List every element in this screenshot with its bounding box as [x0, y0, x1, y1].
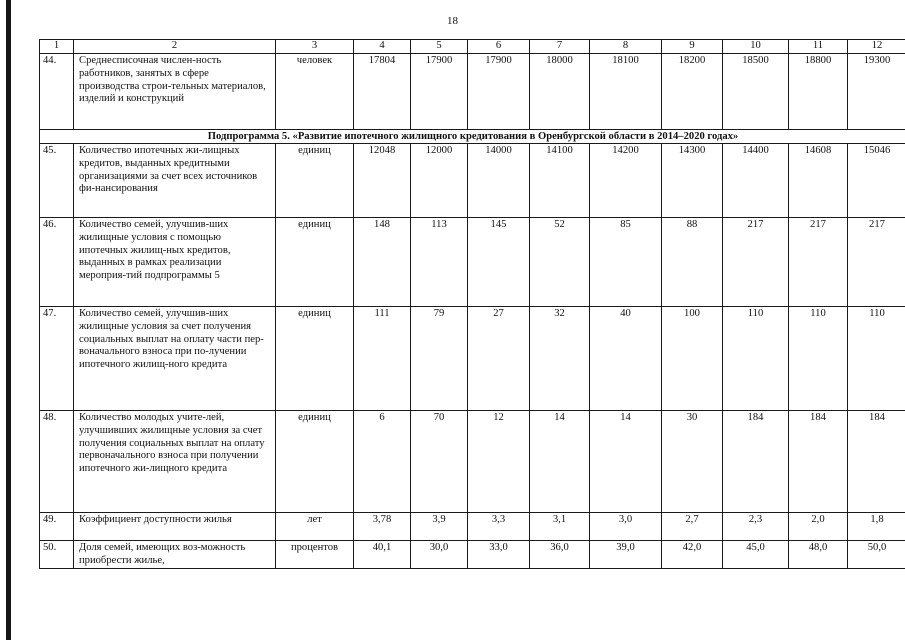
- value-cell: 217: [789, 218, 848, 307]
- subprogram-row: [40, 130, 905, 144]
- unit-cell: единиц: [276, 144, 354, 218]
- subprogram-title: Подпрограмма 5. «Развитие ипотечного жилищного кредитования в Оренбургской области в 2014–2020 годах»: [40, 130, 905, 144]
- value-cell: 18100: [590, 54, 662, 130]
- indicator-name: Количество семей, улучшив-ших жилищные условия с помощью ипотечных жилищ-ных кредитов, выданных в рамках реализации мероприя-тий подпрограммы 5: [74, 218, 276, 307]
- col-header: 7: [530, 40, 590, 54]
- value-cell: 110: [789, 307, 848, 411]
- value-cell: 3,3: [468, 513, 530, 541]
- value-cell: 42,0: [662, 541, 723, 569]
- table-row: [40, 218, 905, 307]
- value-cell: 85: [590, 218, 662, 307]
- value-cell: 184: [848, 411, 905, 513]
- value-cell: 30,0: [411, 541, 468, 569]
- column-number-row: [40, 40, 905, 54]
- table-row: [40, 541, 905, 569]
- value-cell: 17804: [354, 54, 411, 130]
- value-cell: 12000: [411, 144, 468, 218]
- page-number: 18: [447, 15, 458, 27]
- value-cell: 3,0: [590, 513, 662, 541]
- value-cell: 113: [411, 218, 468, 307]
- value-cell: 148: [354, 218, 411, 307]
- unit-cell: единиц: [276, 307, 354, 411]
- indicator-name: Доля семей, имеющих воз-можность приобрести жилье,: [74, 541, 276, 569]
- value-cell: 3,1: [530, 513, 590, 541]
- value-cell: 45,0: [723, 541, 789, 569]
- value-cell: 184: [789, 411, 848, 513]
- value-cell: 18500: [723, 54, 789, 130]
- table-row: [40, 513, 905, 541]
- col-header: 3: [276, 40, 354, 54]
- scan-edge-bar: [6, 0, 11, 640]
- col-header: 12: [848, 40, 905, 54]
- value-cell: 6: [354, 411, 411, 513]
- row-index: 47.: [40, 307, 74, 411]
- value-cell: 184: [723, 411, 789, 513]
- value-cell: 145: [468, 218, 530, 307]
- table-row: [40, 54, 905, 130]
- value-cell: 50,0: [848, 541, 905, 569]
- value-cell: 79: [411, 307, 468, 411]
- value-cell: 14608: [789, 144, 848, 218]
- value-cell: 14100: [530, 144, 590, 218]
- row-index: 45.: [40, 144, 74, 218]
- value-cell: 19300: [848, 54, 905, 130]
- value-cell: 15046: [848, 144, 905, 218]
- value-cell: 2,3: [723, 513, 789, 541]
- unit-cell: процентов: [276, 541, 354, 569]
- value-cell: 40: [590, 307, 662, 411]
- col-header: 5: [411, 40, 468, 54]
- unit-cell: лет: [276, 513, 354, 541]
- table-row: [40, 411, 905, 513]
- value-cell: 17900: [468, 54, 530, 130]
- indicator-name: Среднесписочная числен-ность работников, занятых в сфере производства строи-тельных материалов, изделий и конструкций: [74, 54, 276, 130]
- col-header: 2: [74, 40, 276, 54]
- value-cell: 3,9: [411, 513, 468, 541]
- value-cell: 111: [354, 307, 411, 411]
- value-cell: 3,78: [354, 513, 411, 541]
- value-cell: 1,8: [848, 513, 905, 541]
- value-cell: 110: [848, 307, 905, 411]
- value-cell: 14300: [662, 144, 723, 218]
- value-cell: 39,0: [590, 541, 662, 569]
- table-row: [40, 144, 905, 218]
- col-header: 8: [590, 40, 662, 54]
- value-cell: 14: [590, 411, 662, 513]
- value-cell: 70: [411, 411, 468, 513]
- row-index: 46.: [40, 218, 74, 307]
- value-cell: 88: [662, 218, 723, 307]
- value-cell: 40,1: [354, 541, 411, 569]
- value-cell: 18800: [789, 54, 848, 130]
- value-cell: 32: [530, 307, 590, 411]
- value-cell: 217: [848, 218, 905, 307]
- value-cell: 14000: [468, 144, 530, 218]
- value-cell: 2,7: [662, 513, 723, 541]
- row-index: 50.: [40, 541, 74, 569]
- value-cell: 36,0: [530, 541, 590, 569]
- value-cell: 48,0: [789, 541, 848, 569]
- value-cell: 12048: [354, 144, 411, 218]
- indicator-name: Количество ипотечных жи-лищных кредитов, выданных кредитными организациями за счет всех источников фи-нансирования: [74, 144, 276, 218]
- indicator-name: Коэффициент доступности жилья: [74, 513, 276, 541]
- unit-cell: человек: [276, 54, 354, 130]
- value-cell: 18000: [530, 54, 590, 130]
- indicator-name: Количество молодых учите-лей, улучшивших жилищные условия за счет получения социальных выплат на оплату первоначального взноса при получении ипотечного жи-лищного кредита: [74, 411, 276, 513]
- col-header: 9: [662, 40, 723, 54]
- row-index: 48.: [40, 411, 74, 513]
- value-cell: 100: [662, 307, 723, 411]
- row-index: 44.: [40, 54, 74, 130]
- row-index: 49.: [40, 513, 74, 541]
- indicator-name: Количество семей, улучшив-ших жилищные условия за счет получения социальных выплат на оплату части пер-воначального взноса при по-лучении ипотечного жилищ-ного кредита: [74, 307, 276, 411]
- value-cell: 18200: [662, 54, 723, 130]
- value-cell: 27: [468, 307, 530, 411]
- value-cell: 17900: [411, 54, 468, 130]
- value-cell: 2,0: [789, 513, 848, 541]
- value-cell: 52: [530, 218, 590, 307]
- col-header: 4: [354, 40, 411, 54]
- col-header: 11: [789, 40, 848, 54]
- value-cell: 110: [723, 307, 789, 411]
- table-row: [40, 307, 905, 411]
- value-cell: 14: [530, 411, 590, 513]
- value-cell: 14200: [590, 144, 662, 218]
- col-header: 1: [40, 40, 74, 54]
- unit-cell: единиц: [276, 218, 354, 307]
- value-cell: 12: [468, 411, 530, 513]
- value-cell: 30: [662, 411, 723, 513]
- value-cell: 33,0: [468, 541, 530, 569]
- unit-cell: единиц: [276, 411, 354, 513]
- col-header: 10: [723, 40, 789, 54]
- indicators-table: [39, 39, 905, 569]
- value-cell: 14400: [723, 144, 789, 218]
- col-header: 6: [468, 40, 530, 54]
- value-cell: 217: [723, 218, 789, 307]
